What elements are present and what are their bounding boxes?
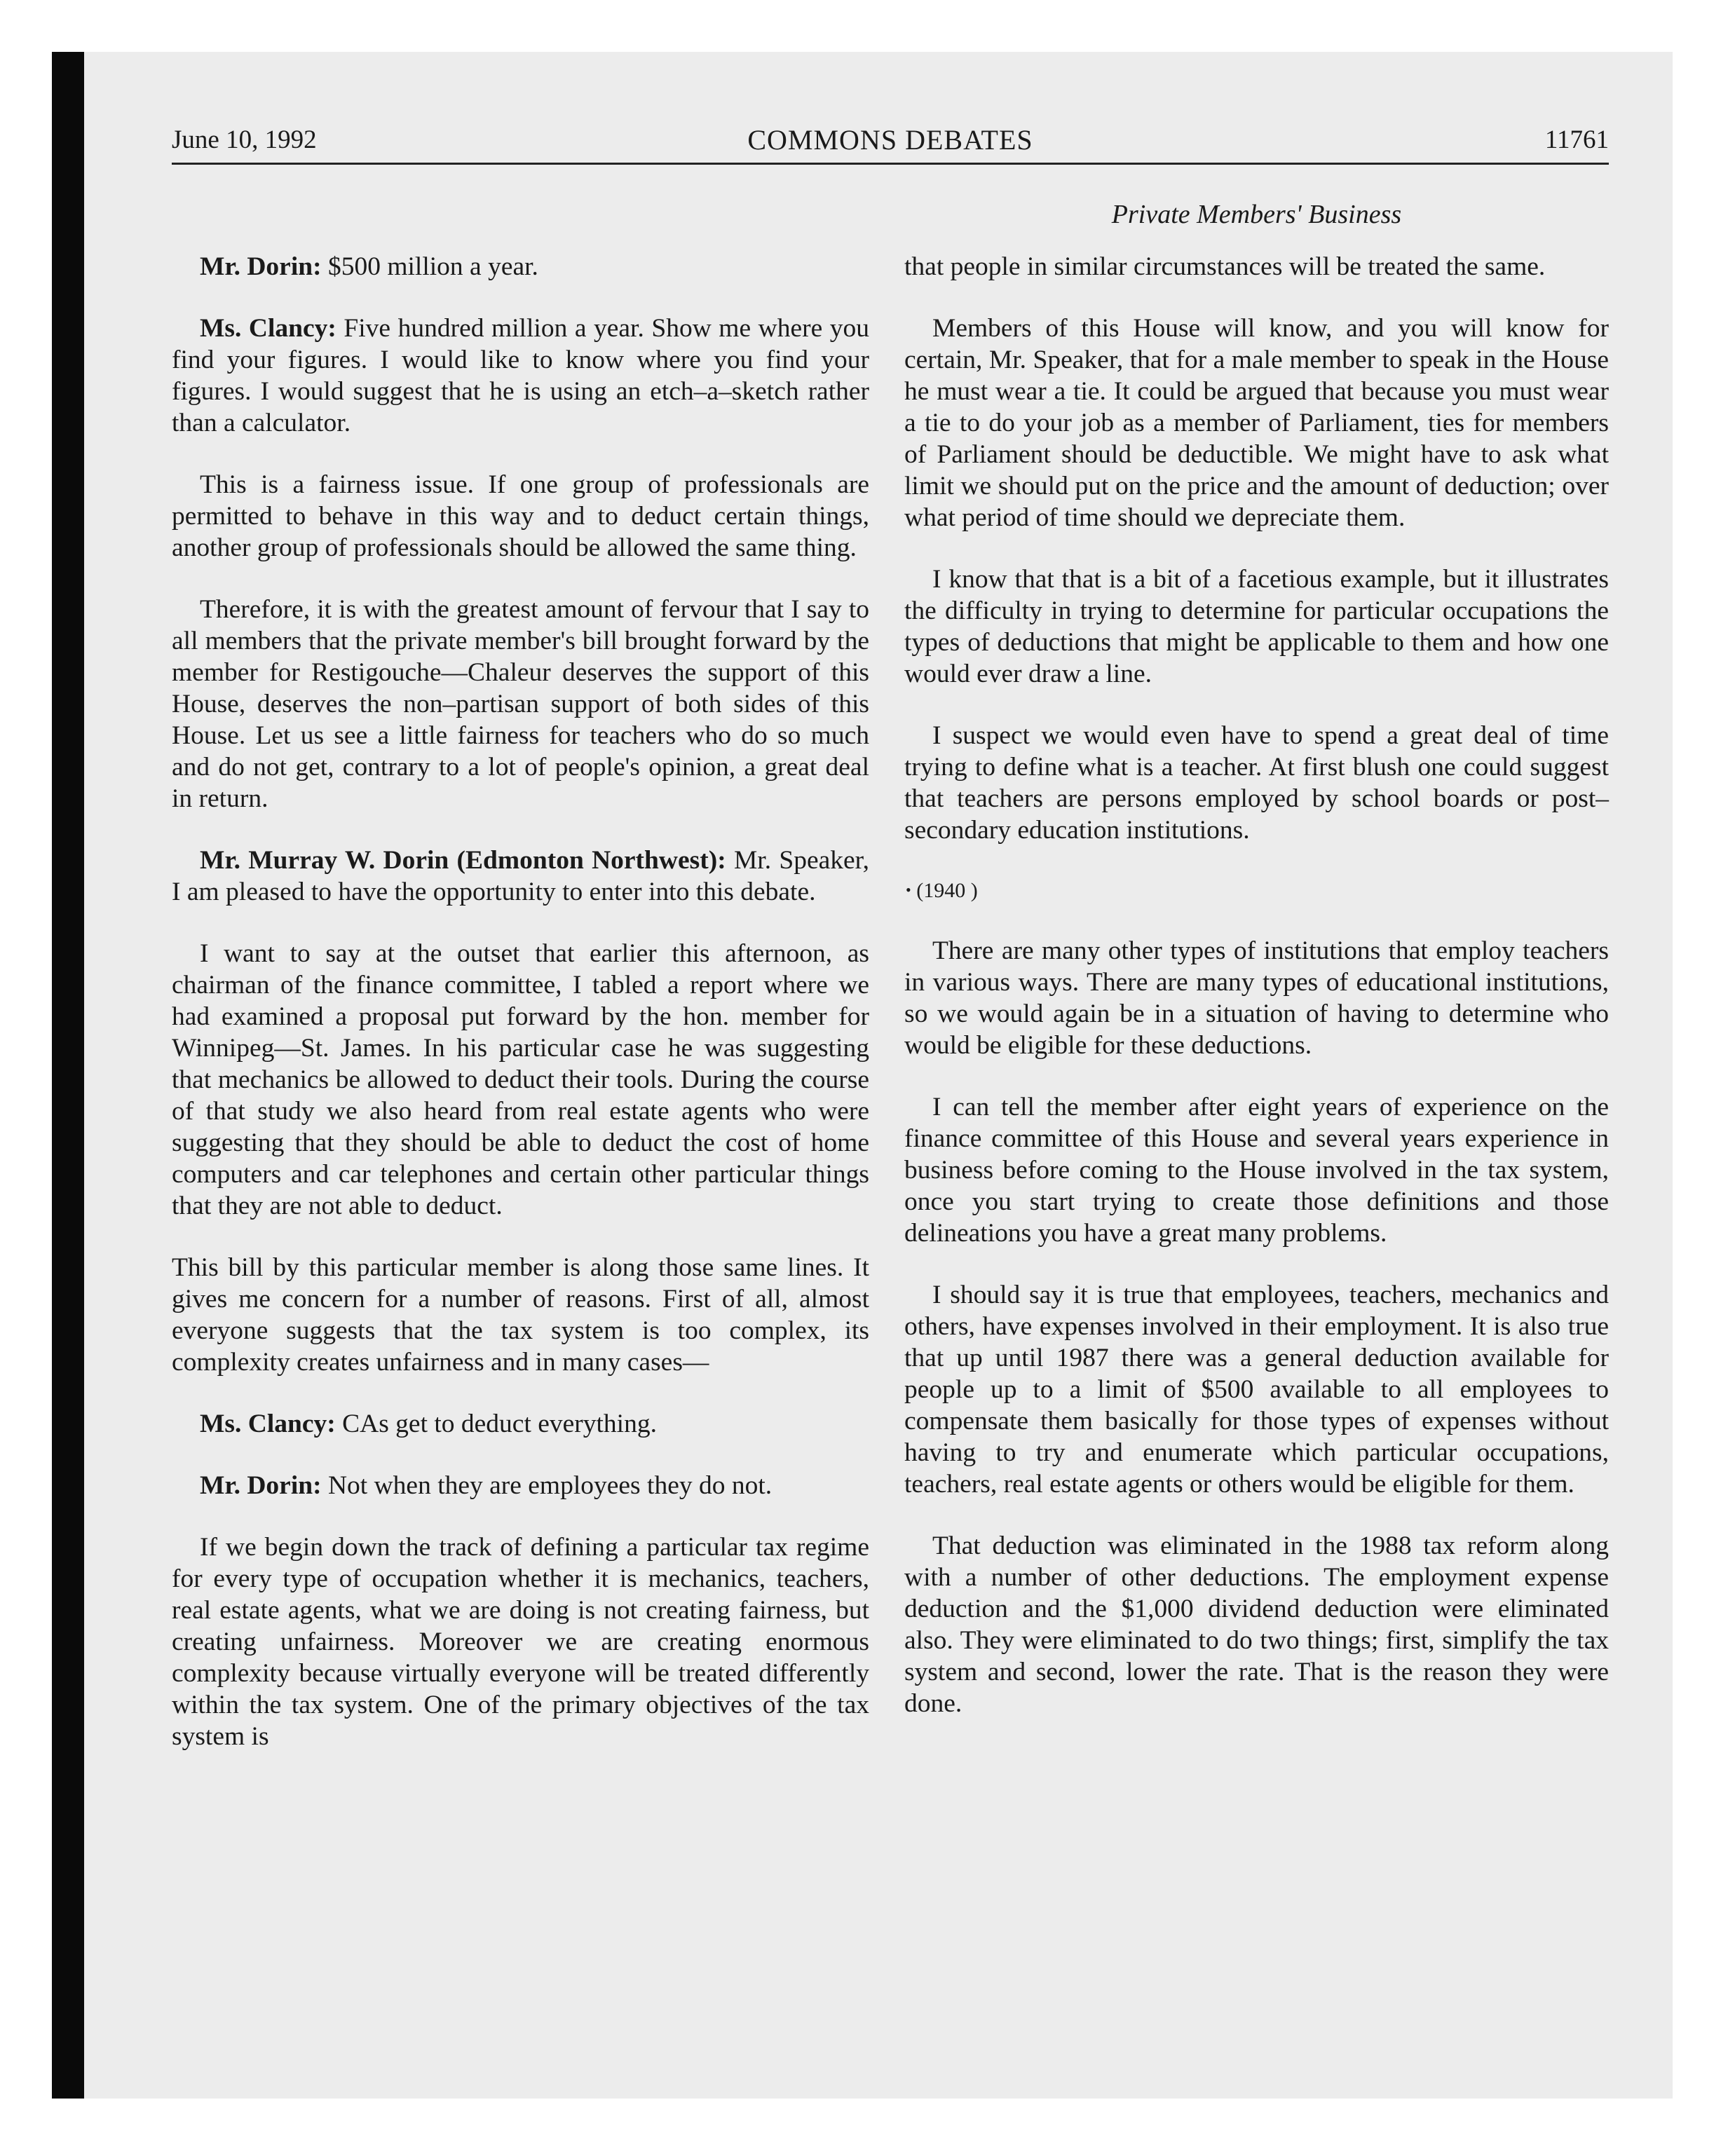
bullet-icon: • xyxy=(906,881,911,899)
header-page-number: 11761 xyxy=(1544,125,1609,154)
paragraph: I should say it is true that employees, teachers, mechanics and others, have expenses involved in their employment. It is also true that up until 1987 there was a general deduction available for people up to a limit of $500 available to all employees to compensate them basically for those types of expenses without having to try and enumerate which particular occupations, teachers, real estate agents or others would be eligible for them. xyxy=(904,1281,1609,1499)
section-heading: Private Members' Business xyxy=(1111,200,1402,229)
left-column xyxy=(172,251,869,1782)
speech-text: This is a fairness issue. If one group of professionals are permitted to behave in this way and to deduct certain things, another group of professionals should be allowed the same thing. xyxy=(172,470,869,562)
header-title: COMMONS DEBATES xyxy=(747,124,1033,156)
speaker-name: Ms. Clancy: xyxy=(200,314,336,343)
header-date: June 10, 1992 xyxy=(172,125,317,154)
paragraph xyxy=(172,251,869,282)
paragraph xyxy=(172,594,869,814)
speaker-name: Mr. Dorin: xyxy=(200,1471,322,1500)
paragraph: I can tell the member after eight years of experience on the finance committee of this House and several years experience in business before coming to the House involved in the tax system, once you start trying to create those definitions and those delineations you have a great many problems. xyxy=(904,1093,1609,1248)
speech-text: This bill by this particular member is along those same lines. It gives me concern for a number of reasons. First of all, almost everyone suggests that the tax system is too complex, its complexity creates unfairness and in many cases— xyxy=(172,1253,869,1377)
right-column xyxy=(904,251,1609,1749)
binding-shadow xyxy=(52,52,84,2099)
paragraph xyxy=(172,1531,869,1752)
speech-text: If we begin down the track of defining a particular tax regime for every type of occupation whether it is mechanics, teachers, real estate agents, what we are doing is not creating fairness, but creating unfairness. Moreover we are creating enormous complexity because virtually everyone will be treated differently within the tax system. One of the primary objectives of the tax system is xyxy=(172,1533,869,1751)
speech-text: Therefore, it is with the greatest amount of fervour that I say to all members that the private member's bill brought forward by the member for Restigouche—Chaleur deserves the support of this House, deserves the non–partisan support of both sides of this House. Let us see a little fairness for teachers who do so much and do not get, contrary to a lot of people's opinion, a great deal in return. xyxy=(172,595,869,813)
paragraph: I know that that is a bit of a facetious example, but it illustrates the difficulty in trying to determine for particular occupations the types of deductions that might be applicable to them and how one would ever draw a line. xyxy=(904,565,1609,688)
paragraph: I suspect we would even have to spend a great deal of time trying to define what is a teacher. At first blush one could suggest that teachers are persons employed by school boards or post–secondary education institutions. xyxy=(904,721,1609,845)
speech-text: Not when they are employees they do not. xyxy=(321,1471,773,1500)
speaker-name: Ms. Clancy: xyxy=(200,1410,336,1438)
paragraph: That deduction was eliminated in the 1988 tax reform along with a number of other deductions. The employment expense deduction and the $1,000 dividend deduction were eliminated also. They were eliminated to do two things; first, simplify the tax system and second, lower the rate. That is the reason they were done. xyxy=(904,1531,1609,1718)
speech-text: CAs get to deduct everything. xyxy=(335,1410,657,1438)
paragraph: There are many other types of institutions that employ teachers in various ways. There are many types of educational institutions, so we would again be in a situation of having to determine who would be eligible for these deductions. xyxy=(904,936,1609,1060)
speaker-name: Mr. Murray W. Dorin (Edmonton Northwest): xyxy=(200,846,726,875)
paragraph xyxy=(172,1408,869,1440)
paragraph xyxy=(172,938,869,1222)
time-stamp xyxy=(904,876,1609,905)
paragraph xyxy=(172,845,869,908)
header-rule xyxy=(172,163,1609,165)
paragraph xyxy=(172,1470,869,1501)
speech-text: I want to say at the outset that earlier this afternoon, as chairman of the finance committee, I tabled a report where we had examined a proposal put forward by the hon. member for Winnipeg—St. James. In his particular case he was suggesting that mechanics be allowed to deduct their tools. During the course of that study we also heard from real estate agents who were suggesting that they should be able to deduct the cost of home computers and car telephones and certain other particular things that they are not able to deduct. xyxy=(172,939,869,1220)
page-header xyxy=(172,121,1609,161)
time-stamp-text: (1940 ) xyxy=(916,879,978,902)
speech-text: $500 million a year. xyxy=(321,252,538,281)
speech-text: Mr. Speaker, I am pleased to have the opportunity to enter into this debate. xyxy=(172,846,869,906)
speaker-name: Mr. Dorin: xyxy=(200,252,322,281)
paragraph xyxy=(172,1252,869,1378)
speech-text: Five hundred million a year. Show me where you find your figures. I would like to know where you find your figures. I would suggest that he is using an etch–a–sketch rather than a calculator. xyxy=(172,314,869,437)
paragraph xyxy=(172,469,869,564)
paragraph xyxy=(172,313,869,439)
paragraph: Members of this House will know, and you will know for certain, Mr. Speaker, that for a male member to speak in the House he must wear a tie. It could be argued that because you must wear a tie to do your job as a member of Parliament, ties for members of Parliament should be deductible. We might have to ask what limit we should put on the price and the amount of deduction; over what period of time should we depreciate them. xyxy=(904,314,1609,532)
paragraph: that people in similar circumstances will be treated the same. xyxy=(904,252,1546,281)
